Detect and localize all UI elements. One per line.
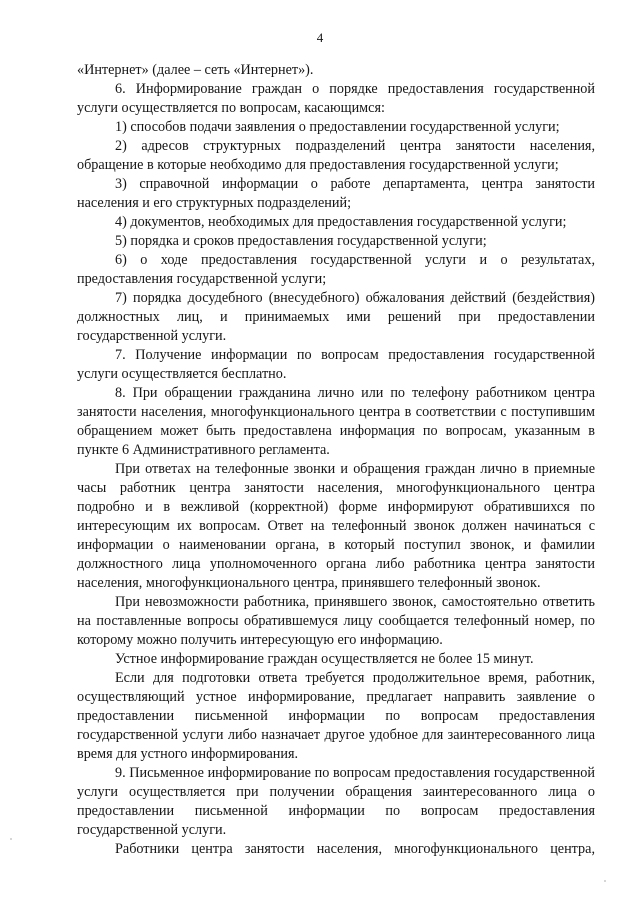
paragraph-item-8: 8. При обращении гражданина лично или по телефону работником центра занятости населения, многофункционального центра в соответствии с поступившим обращением может быть предоставлена информация по вопросам, указанным в пункте 6 Административного регламента. [77, 385, 595, 458]
paragraph-item-6-intro: 6. Информирование граждан о порядке предоставления государственной услуги осуществляется по вопросам, касающимся: [77, 81, 595, 116]
paragraph-internet-continuation: «Интернет» (далее – сеть «Интернет»). [77, 62, 314, 78]
scan-speck [10, 838, 12, 840]
scan-speck [604, 880, 606, 882]
paragraph-item-7: 7. Получение информации по вопросам предоставления государственной услуги осуществляется бесплатно. [77, 347, 595, 382]
list-item-4: 4) документов, необходимых для предоставления государственной услуги; [115, 214, 567, 230]
list-item-3: 3) справочной информации о работе департамента, центра занятости населения и его структурных подразделений; [77, 176, 595, 211]
paragraph-item-9: 9. Письменное информирование по вопросам предоставления государственной услуги осуществляется при получении обращения заинтересованного лица о предоставлении письменной информации по вопросам предоставления государственной услуги. [77, 765, 595, 838]
list-item-6: 6) о ходе предоставления государственной услуги и о результатах, предоставления государственной услуги; [77, 252, 595, 287]
list-item-1: 1) способов подачи заявления о предоставлении государственной услуги; [115, 119, 560, 135]
paragraph-oral-duration: Устное информирование граждан осуществляется не более 15 минут. [115, 651, 534, 667]
paragraph-workers-continued: Работники центра занятости населения, многофункционального центра, [115, 841, 595, 857]
list-item-5: 5) порядка и сроков предоставления государственной услуги; [115, 233, 487, 249]
list-item-7: 7) порядка досудебного (внесудебного) обжалования действий (бездействия) должностных лиц, и принимаемых ими решений при предоставлении государственной услуги. [77, 290, 595, 344]
document-body [77, 61, 595, 859]
paragraph-phone-answers: При ответах на телефонные звонки и обращения граждан лично в приемные часы работник центра занятости населения, многофункционального центра подробно и в вежливой (корректной) форме информируют обратившихся по интересующим их вопросам. Ответ на телефонный звонок должен начинаться с информации о наименовании органа, в который поступил звонок, и фамилии должностного лица уполномоченного органа либо работника центра занятости населения, многофункционального центра, принявшего телефонный звонок. [77, 461, 595, 591]
paragraph-cannot-answer: При невозможности работника, принявшего звонок, самостоятельно ответить на поставленные вопросы обратившемуся лицу сообщается телефонный номер, по которому можно получить интересующую его информацию. [77, 594, 595, 648]
list-item-2: 2) адресов структурных подразделений центра занятости населения, обращение в которые необходимо для предоставления государственной услуги; [77, 138, 595, 173]
page-number: 4 [316, 30, 324, 45]
paragraph-long-preparation: Если для подготовки ответа требуется продолжительное время, работник, осуществляющий устное информирование, предлагает направить заявление о предоставлении письменной информации по вопросам предоставления государственной услуги либо назначает другое удобное для заинтересованного лица время для устного информирования. [77, 670, 595, 762]
